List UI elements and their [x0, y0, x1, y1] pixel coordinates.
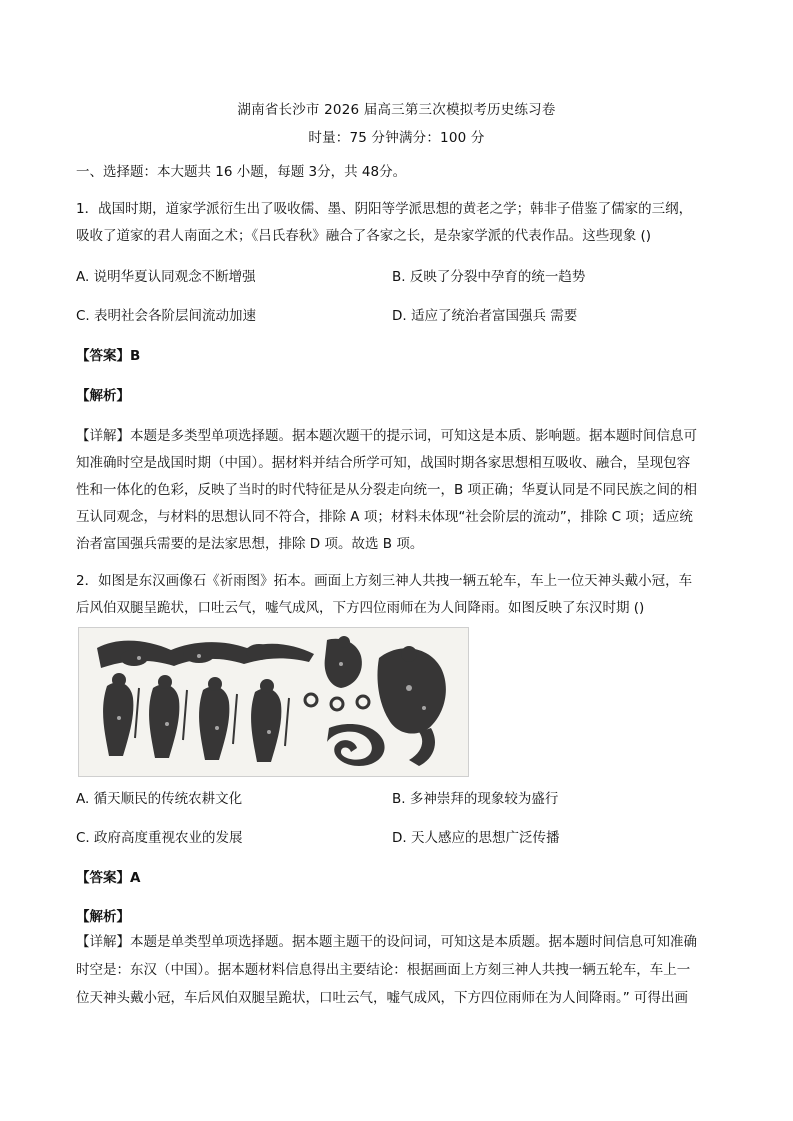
q1-detail-line1: 【详解】本题是多类型单项选择题。据本题次题干的提示词，可知这是本质、影响题。据本题时间信息可 — [76, 428, 697, 444]
q1-answer-value: B — [130, 348, 141, 364]
q1-option-a: A. 说明华夏认同观念不断增强 — [76, 269, 256, 285]
q1-stem-line1: 1．战国时期，道家学派衍生出了吸收儒、墨、阴阳等学派思想的黄老之学；韩非子借鉴了儒家的三纲， — [76, 201, 693, 217]
q2-answer-label: 【答案】 — [76, 870, 130, 886]
q1-detail-line5: 治者富国强兵需要的是法家思想，排除 D 项。故选 B 项。 — [76, 536, 424, 552]
q2-analysis-label: 【解析】 — [76, 909, 130, 925]
q1-detail-line4: 互认同观念，与材料的思想认同不符合，排除 A 项；材料未体现“社会阶层的流动”，排除 C 项；适应统 — [76, 509, 693, 525]
q1-answer — [76, 344, 140, 364]
q2-answer — [76, 866, 140, 886]
q2-answer-value: A — [130, 870, 141, 886]
q2-detail-line2: 时空是：东汉（中国）。据本题材料信息得出主要结论：根据画面上方刻三神人共拽一辆五轮车，车上一 — [76, 962, 691, 978]
rain-prayer-rubbing-image — [78, 627, 469, 777]
section-heading: 一、选择题：本大题共 16 小题，每题 3分，共 48分。 — [76, 164, 407, 180]
q2-detail-line1: 【详解】本题是单类型单项选择题。据本题主题干的设问词，可知这是本质题。据本题时间信息可知准确 — [76, 934, 697, 950]
q2-stem-line2: 后风伯双腿呈跪状，口吐云气，嘘气成风，下方四位雨师在为人间降雨。如图反映了东汉时期 () — [76, 600, 645, 616]
q1-detail-line3: 性和一体化的色彩，反映了当时的时代特征是从分裂走向统一，B 项正确；华夏认同是不同民族之间的相 — [76, 482, 698, 498]
exam-meta: 时量：75 分钟满分：100 分 — [308, 130, 485, 146]
q1-stem-line2: 吸收了道家的君人南面之术；《吕氏春秋》融合了各家之长，是杂家学派的代表作品。这些现象 () — [76, 228, 652, 244]
q1-detail-line2: 知准确时空是战国时期（中国）。据材料并结合所学可知，战国时期各家思想相互吸收、融合，呈现包容 — [76, 455, 691, 471]
q2-stem-line1: 2．如图是东汉画像石《祈雨图》拓本。画面上方刻三神人共拽一辆五轮车，车上一位天神头戴小冠，车 — [76, 573, 693, 589]
q2-option-b: B. 多神崇拜的现象较为盛行 — [392, 791, 559, 807]
q2-option-d: D. 天人感应的思想广泛传播 — [392, 830, 560, 846]
page-title: 湖南省长沙市 2026 届高三第三次模拟考历史练习卷 — [237, 102, 556, 118]
q1-option-d: D. 适应了统治者富国强兵 需要 — [392, 308, 578, 324]
q2-option-a: A. 循天顺民的传统农耕文化 — [76, 791, 243, 807]
q2-detail-line3: 位天神头戴小冠，车后风伯双腿呈跪状，口吐云气，嘘气成风，下方四位雨师在为人间降雨。” 可得出画 — [76, 990, 689, 1006]
q1-answer-label: 【答案】 — [76, 348, 130, 364]
q1-analysis-label: 【解析】 — [76, 388, 130, 404]
q1-option-b: B. 反映了分裂中孕育的统一趋势 — [392, 269, 586, 285]
q2-option-c: C. 政府高度重视农业的发展 — [76, 830, 243, 846]
q1-option-c: C. 表明社会各阶层间流动加速 — [76, 308, 257, 324]
